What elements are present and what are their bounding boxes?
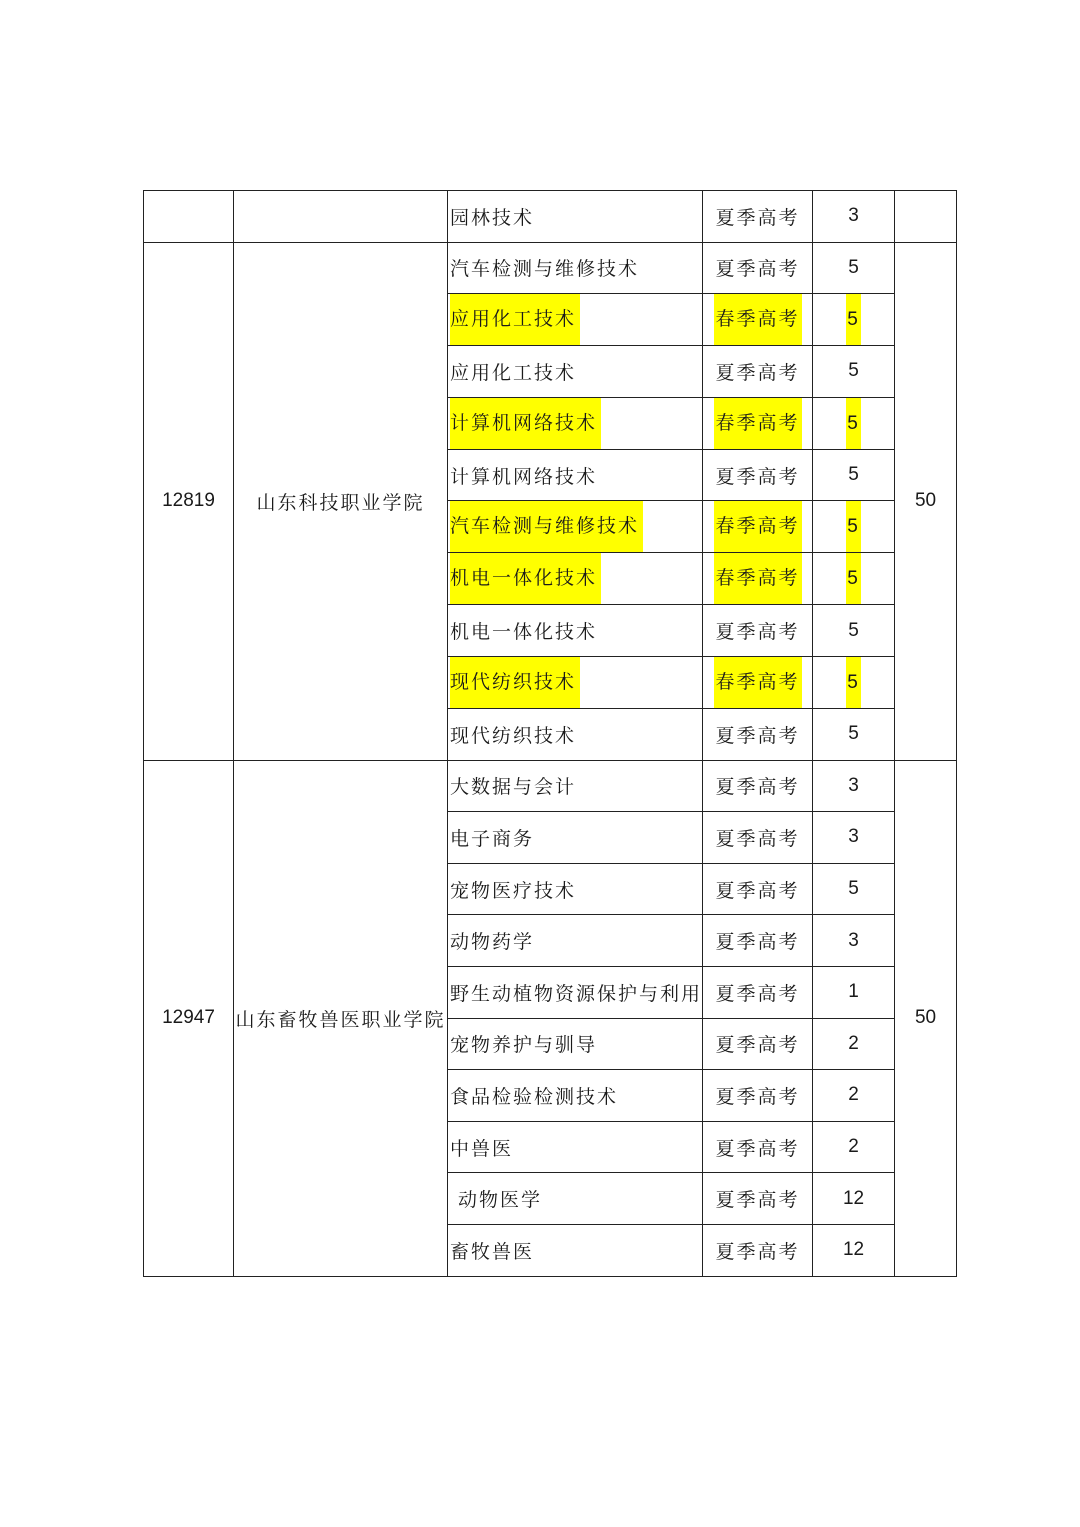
quota-cell [813,760,895,812]
exam-type: 夏季高考 [715,776,800,799]
major-name: 动物医学 [450,1189,543,1212]
school-name-cell [234,191,448,243]
major-name: 现代纺织技术 [450,657,580,708]
exam-type-cell [703,1224,813,1276]
major-cell [448,242,703,294]
major-cell [448,966,703,1018]
exam-type-cell [703,553,813,605]
quota-cell [813,605,895,657]
exam-type-cell [703,242,813,294]
quota-value: 5 [848,878,859,900]
major-name: 汽车检测与维修技术 [450,258,640,281]
quota-cell [813,346,895,398]
exam-type: 夏季高考 [715,879,800,902]
major-cell [448,501,703,553]
major-cell [448,346,703,398]
quota-cell [813,191,895,243]
major-cell [448,915,703,967]
quota-cell [813,294,895,346]
exam-type-cell [703,191,813,243]
exam-type-cell [703,863,813,915]
major-name: 现代纺织技术 [450,724,577,747]
exam-type: 春季高考 [714,398,802,449]
quota-value: 5 [846,553,861,604]
major-cell [448,812,703,864]
major-cell [448,553,703,605]
major-cell [448,605,703,657]
quota-value: 3 [848,205,859,227]
major-name: 应用化工技术 [450,361,577,384]
quota-value: 5 [848,256,859,278]
exam-type-cell [703,449,813,501]
quota-value: 2 [848,1136,859,1158]
major-cell [448,294,703,346]
quota-value: 3 [848,929,859,951]
exam-type: 夏季高考 [715,1189,800,1212]
exam-type: 夏季高考 [715,931,800,954]
exam-type: 春季高考 [714,501,802,552]
quota-cell [813,1224,895,1276]
quota-cell [813,656,895,708]
exam-type-cell [703,708,813,760]
major-cell [448,449,703,501]
quota-value: 12 [842,1239,865,1261]
quota-cell [813,915,895,967]
table-row [144,242,957,294]
major-name: 食品检验检测技术 [450,1085,619,1108]
major-cell [448,656,703,708]
major-name: 计算机网络技术 [450,398,601,449]
major-name: 电子商务 [450,827,535,850]
exam-type-cell [703,294,813,346]
exam-type-cell [703,346,813,398]
table-row [144,760,957,812]
school-code-cell: 12819 [144,242,234,760]
school-code-cell [144,191,234,243]
quota-value: 5 [848,464,859,486]
quota-cell [813,1173,895,1225]
quota-value: 5 [848,619,859,641]
major-name: 大数据与会计 [450,776,577,799]
quota-value: 3 [848,826,859,848]
enrollment-table [143,190,957,1277]
major-name: 机电一体化技术 [450,553,601,604]
quota-cell [813,501,895,553]
quota-value: 2 [848,1032,859,1054]
school-total-cell: 50 [895,242,957,760]
quota-cell [813,812,895,864]
quota-cell [813,553,895,605]
exam-type-cell [703,397,813,449]
quota-cell [813,242,895,294]
exam-type: 夏季高考 [715,258,800,281]
exam-type-cell [703,1173,813,1225]
major-name: 计算机网络技术 [450,465,598,488]
exam-type-cell [703,605,813,657]
exam-type: 夏季高考 [715,1034,800,1057]
quota-value: 5 [846,657,861,708]
exam-type-cell [703,656,813,708]
exam-type-cell [703,812,813,864]
major-name: 宠物医疗技术 [450,879,577,902]
major-name: 机电一体化技术 [450,621,598,644]
quota-value: 3 [848,774,859,796]
quota-value: 2 [848,1084,859,1106]
exam-type: 夏季高考 [715,982,800,1005]
major-cell [448,1173,703,1225]
exam-type: 春季高考 [714,553,802,604]
quota-cell [813,397,895,449]
major-cell [448,863,703,915]
major-name: 园林技术 [450,206,535,229]
major-cell [448,708,703,760]
major-cell [448,760,703,812]
major-cell [448,1224,703,1276]
enrollment-table-body [144,191,957,1277]
exam-type-cell [703,1070,813,1122]
exam-type: 夏季高考 [715,1137,800,1160]
quota-cell [813,863,895,915]
exam-type-cell [703,760,813,812]
quota-value: 5 [846,294,861,345]
exam-type: 夏季高考 [715,1085,800,1108]
quota-value: 5 [846,398,861,449]
exam-type-cell [703,501,813,553]
major-name: 宠物养护与驯导 [450,1034,598,1057]
quota-value: 5 [848,360,859,382]
major-name: 中兽医 [450,1137,514,1160]
major-name: 汽车检测与维修技术 [450,501,643,552]
quota-cell [813,449,895,501]
major-cell [448,397,703,449]
quota-cell [813,708,895,760]
exam-type-cell [703,966,813,1018]
quota-cell [813,1070,895,1122]
exam-type: 夏季高考 [715,1240,800,1263]
major-name: 动物药学 [450,931,535,954]
table-row [144,191,957,243]
exam-type: 春季高考 [714,657,802,708]
quota-cell [813,1018,895,1070]
quota-value: 5 [848,723,859,745]
exam-type-cell [703,915,813,967]
exam-type: 春季高考 [714,294,802,345]
exam-type: 夏季高考 [715,827,800,850]
quota-cell [813,966,895,1018]
quota-cell [813,1121,895,1173]
exam-type: 夏季高考 [715,361,800,384]
major-name: 畜牧兽医 [450,1240,535,1263]
major-name: 应用化工技术 [450,294,580,345]
school-total-cell: 50 [895,760,957,1276]
major-cell [448,1018,703,1070]
major-name: 野生动植物资源保护与利用 [450,982,703,1005]
exam-type: 夏季高考 [715,724,800,747]
school-total-cell [895,191,957,243]
quota-value: 1 [848,981,859,1003]
exam-type: 夏季高考 [715,206,800,229]
school-code-cell: 12947 [144,760,234,1276]
exam-type-cell [703,1121,813,1173]
major-cell [448,1070,703,1122]
exam-type-cell [703,1018,813,1070]
exam-type: 夏季高考 [715,621,800,644]
major-cell [448,1121,703,1173]
exam-type: 夏季高考 [715,465,800,488]
quota-value: 5 [846,501,861,552]
school-name-cell: 山东畜牧兽医职业学院 [234,760,448,1276]
major-cell [448,191,703,243]
quota-value: 12 [842,1187,865,1209]
school-name-cell: 山东科技职业学院 [234,242,448,760]
